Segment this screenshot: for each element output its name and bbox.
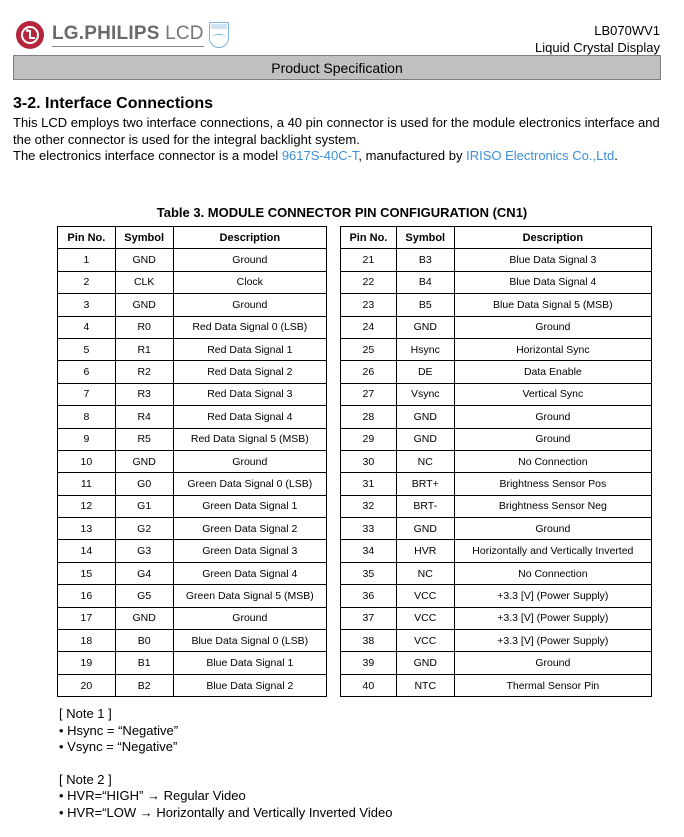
symbol-cell: VCC [396, 585, 454, 607]
header-description: Description [173, 227, 326, 249]
description-cell: Ground [454, 518, 651, 540]
header-pin-no: Pin No. [58, 227, 116, 249]
symbol-cell: Hsync [396, 338, 454, 360]
pin-number-cell: 11 [58, 473, 116, 495]
symbol-cell: CLK [115, 271, 173, 293]
table-row [58, 495, 327, 517]
symbol-cell: R2 [115, 361, 173, 383]
notes-section [59, 706, 392, 837]
header-pin-no: Pin No. [341, 227, 397, 249]
pin-number-cell: 19 [58, 652, 116, 674]
description-cell: Red Data Signal 1 [173, 338, 326, 360]
pin-number-cell: 29 [341, 428, 397, 450]
pin-number-cell: 26 [341, 361, 397, 383]
symbol-cell: R4 [115, 406, 173, 428]
pin-number-cell: 22 [341, 271, 397, 293]
table-row [58, 652, 327, 674]
table-row [341, 495, 652, 517]
note-title: [ Note 2 ] [59, 771, 112, 787]
symbol-cell: G2 [115, 518, 173, 540]
symbol-cell: R1 [115, 338, 173, 360]
intro-text: , manufactured by [358, 148, 467, 163]
symbol-cell: GND [115, 450, 173, 472]
table-row [58, 361, 327, 383]
symbol-cell: GND [396, 406, 454, 428]
pin-number-cell: 36 [341, 585, 397, 607]
description-cell: Ground [454, 428, 651, 450]
table-row [341, 316, 652, 338]
table-row [58, 271, 327, 293]
logo-brand-light: LCD [165, 23, 204, 44]
description-cell: Green Data Signal 3 [173, 540, 326, 562]
description-cell: Red Data Signal 4 [173, 406, 326, 428]
symbol-cell: G1 [115, 495, 173, 517]
pin-number-cell: 7 [58, 383, 116, 405]
table-row [341, 249, 652, 271]
table-row [341, 652, 652, 674]
symbol-cell: G3 [115, 540, 173, 562]
symbol-cell: VCC [396, 630, 454, 652]
symbol-cell: GND [115, 607, 173, 629]
pin-number-cell: 40 [341, 674, 397, 696]
product-type: Liquid Crystal Display [535, 40, 660, 55]
table-row [58, 562, 327, 584]
table-row [58, 540, 327, 562]
table-row [341, 540, 652, 562]
description-cell: Clock [173, 271, 326, 293]
pin-number-cell: 28 [341, 406, 397, 428]
description-cell: Blue Data Signal 2 [173, 674, 326, 696]
document-header-info [535, 22, 660, 56]
pin-number-cell: 25 [341, 338, 397, 360]
table-row [341, 585, 652, 607]
pin-number-cell: 9 [58, 428, 116, 450]
pin-number-cell: 30 [341, 450, 397, 472]
table-row [58, 406, 327, 428]
intro-text: . [614, 148, 618, 163]
table-row [341, 383, 652, 405]
pin-number-cell: 20 [58, 674, 116, 696]
pin-number-cell: 4 [58, 316, 116, 338]
pin-number-cell: 5 [58, 338, 116, 360]
table-row [58, 585, 327, 607]
pin-number-cell: 3 [58, 294, 116, 316]
philips-shield-icon [209, 22, 229, 48]
table-row [58, 450, 327, 472]
symbol-cell: G0 [115, 473, 173, 495]
description-cell: Green Data Signal 4 [173, 562, 326, 584]
symbol-cell: G5 [115, 585, 173, 607]
spec-banner: Product Specification [13, 55, 661, 80]
description-cell: Ground [173, 294, 326, 316]
header-symbol: Symbol [115, 227, 173, 249]
description-cell: Red Data Signal 2 [173, 361, 326, 383]
intro-paragraph [13, 115, 673, 165]
description-cell: Blue Data Signal 1 [173, 652, 326, 674]
description-cell: Green Data Signal 2 [173, 518, 326, 540]
header-description: Description [454, 227, 651, 249]
pin-number-cell: 39 [341, 652, 397, 674]
pin-number-cell: 27 [341, 383, 397, 405]
pin-number-cell: 32 [341, 495, 397, 517]
description-cell: Red Data Signal 0 (LSB) [173, 316, 326, 338]
symbol-cell: B3 [396, 249, 454, 271]
symbol-cell: GND [396, 428, 454, 450]
model-number: LB070WV1 [594, 23, 660, 38]
symbol-cell: NC [396, 450, 454, 472]
pin-number-cell: 18 [58, 630, 116, 652]
pin-table-left [57, 226, 327, 697]
section-title: 3-2. Interface Connections [13, 95, 214, 112]
symbol-cell: R0 [115, 316, 173, 338]
description-cell: Blue Data Signal 5 (MSB) [454, 294, 651, 316]
description-cell: Ground [173, 607, 326, 629]
symbol-cell: BRT+ [396, 473, 454, 495]
table-row [341, 562, 652, 584]
table-row [58, 294, 327, 316]
description-cell: Horizontally and Vertically Inverted [454, 540, 651, 562]
description-cell: Brightness Sensor Pos [454, 473, 651, 495]
table-header-row [58, 227, 327, 249]
header-symbol: Symbol [396, 227, 454, 249]
description-cell: Green Data Signal 1 [173, 495, 326, 517]
intro-line-1: This LCD employs two interface connections, a 40 pin connector is used for the module electronics interface and the other connector is used for the integral backlight system. [13, 115, 660, 147]
description-cell: Red Data Signal 3 [173, 383, 326, 405]
connector-model-link[interactable]: 9617S-40C-T [281, 148, 359, 163]
description-cell: Vertical Sync [454, 383, 651, 405]
symbol-cell: B1 [115, 652, 173, 674]
description-cell: Thermal Sensor Pin [454, 674, 651, 696]
description-cell: +3.3 [V] (Power Supply) [454, 630, 651, 652]
pin-number-cell: 34 [341, 540, 397, 562]
symbol-cell: GND [115, 249, 173, 271]
table-row [58, 473, 327, 495]
table-row [58, 316, 327, 338]
pin-number-cell: 14 [58, 540, 116, 562]
pin-number-cell: 10 [58, 450, 116, 472]
table-row [341, 630, 652, 652]
pin-number-cell: 21 [341, 249, 397, 271]
pin-number-cell: 13 [58, 518, 116, 540]
description-cell: Ground [173, 450, 326, 472]
description-cell: Blue Data Signal 4 [454, 271, 651, 293]
pin-number-cell: 15 [58, 562, 116, 584]
logo-wordmark [52, 23, 204, 47]
description-cell: Green Data Signal 0 (LSB) [173, 473, 326, 495]
lg-philips-logo [16, 20, 229, 50]
table-row [58, 383, 327, 405]
table-row [341, 406, 652, 428]
description-cell: Red Data Signal 5 (MSB) [173, 428, 326, 450]
description-cell: Horizontal Sync [454, 338, 651, 360]
lg-face-icon [16, 21, 44, 49]
note-1 [59, 706, 392, 756]
note-item: • HVR=“HIGH” → Regular Video [59, 788, 246, 803]
description-cell: No Connection [454, 450, 651, 472]
description-cell: +3.3 [V] (Power Supply) [454, 585, 651, 607]
symbol-cell: GND [396, 652, 454, 674]
symbol-cell: GND [396, 316, 454, 338]
pin-number-cell: 37 [341, 607, 397, 629]
table-row [341, 473, 652, 495]
description-cell: No Connection [454, 562, 651, 584]
pin-number-cell: 33 [341, 518, 397, 540]
description-cell: Ground [454, 406, 651, 428]
table-row [58, 338, 327, 360]
pin-number-cell: 8 [58, 406, 116, 428]
note-2 [59, 772, 392, 822]
table-row [341, 338, 652, 360]
pin-number-cell: 35 [341, 562, 397, 584]
description-cell: Brightness Sensor Neg [454, 495, 651, 517]
table-row [341, 428, 652, 450]
table-row [341, 450, 652, 472]
table-row [58, 607, 327, 629]
pin-table-right [340, 226, 652, 697]
table-row [341, 294, 652, 316]
symbol-cell: R3 [115, 383, 173, 405]
pin-number-cell: 16 [58, 585, 116, 607]
note-item: • Vsync = “Negative” [59, 739, 178, 754]
pin-number-cell: 38 [341, 630, 397, 652]
symbol-cell: NC [396, 562, 454, 584]
symbol-cell: VCC [396, 607, 454, 629]
description-cell: Data Enable [454, 361, 651, 383]
symbol-cell: B4 [396, 271, 454, 293]
manufacturer-link[interactable]: IRISO Electronics Co.,Ltd [466, 148, 615, 163]
description-cell: Green Data Signal 5 (MSB) [173, 585, 326, 607]
table-row [341, 361, 652, 383]
description-cell: Ground [454, 652, 651, 674]
pin-number-cell: 23 [341, 294, 397, 316]
symbol-cell: B5 [396, 294, 454, 316]
symbol-cell: B2 [115, 674, 173, 696]
pin-number-cell: 31 [341, 473, 397, 495]
table-header-row [341, 227, 652, 249]
pin-number-cell: 12 [58, 495, 116, 517]
pin-number-cell: 2 [58, 271, 116, 293]
pin-number-cell: 17 [58, 607, 116, 629]
table-caption: Table 3. MODULE CONNECTOR PIN CONFIGURATION (CN1) [156, 205, 528, 220]
note-item: • Hsync = “Negative” [59, 722, 179, 738]
table-row [341, 271, 652, 293]
logo-brand-bold: LG.PHILIPS [52, 23, 160, 44]
table-row [58, 518, 327, 540]
symbol-cell: G4 [115, 562, 173, 584]
description-cell: Ground [173, 249, 326, 271]
table-row [58, 630, 327, 652]
symbol-cell: GND [396, 518, 454, 540]
intro-line-2 [13, 148, 673, 165]
table-row [58, 249, 327, 271]
pin-number-cell: 1 [58, 249, 116, 271]
table-row [341, 607, 652, 629]
symbol-cell: R5 [115, 428, 173, 450]
symbol-cell: DE [396, 361, 454, 383]
pin-number-cell: 6 [58, 361, 116, 383]
description-cell: Blue Data Signal 3 [454, 249, 651, 271]
table-row [341, 518, 652, 540]
symbol-cell: Vsync [396, 383, 454, 405]
description-cell: Ground [454, 316, 651, 338]
symbol-cell: BRT- [396, 495, 454, 517]
symbol-cell: HVR [396, 540, 454, 562]
note-item: • HVR=“LOW → Horizontally and Vertically Inverted Video [59, 804, 393, 820]
table-row [341, 674, 652, 696]
symbol-cell: NTC [396, 674, 454, 696]
table-row [58, 674, 327, 696]
pin-number-cell: 24 [341, 316, 397, 338]
note-title: [ Note 1 ] [59, 706, 112, 721]
symbol-cell: GND [115, 294, 173, 316]
description-cell: +3.3 [V] (Power Supply) [454, 607, 651, 629]
description-cell: Blue Data Signal 0 (LSB) [173, 630, 326, 652]
symbol-cell: B0 [115, 630, 173, 652]
intro-text: The electronics interface connector is a model [13, 148, 282, 163]
table-row [58, 428, 327, 450]
